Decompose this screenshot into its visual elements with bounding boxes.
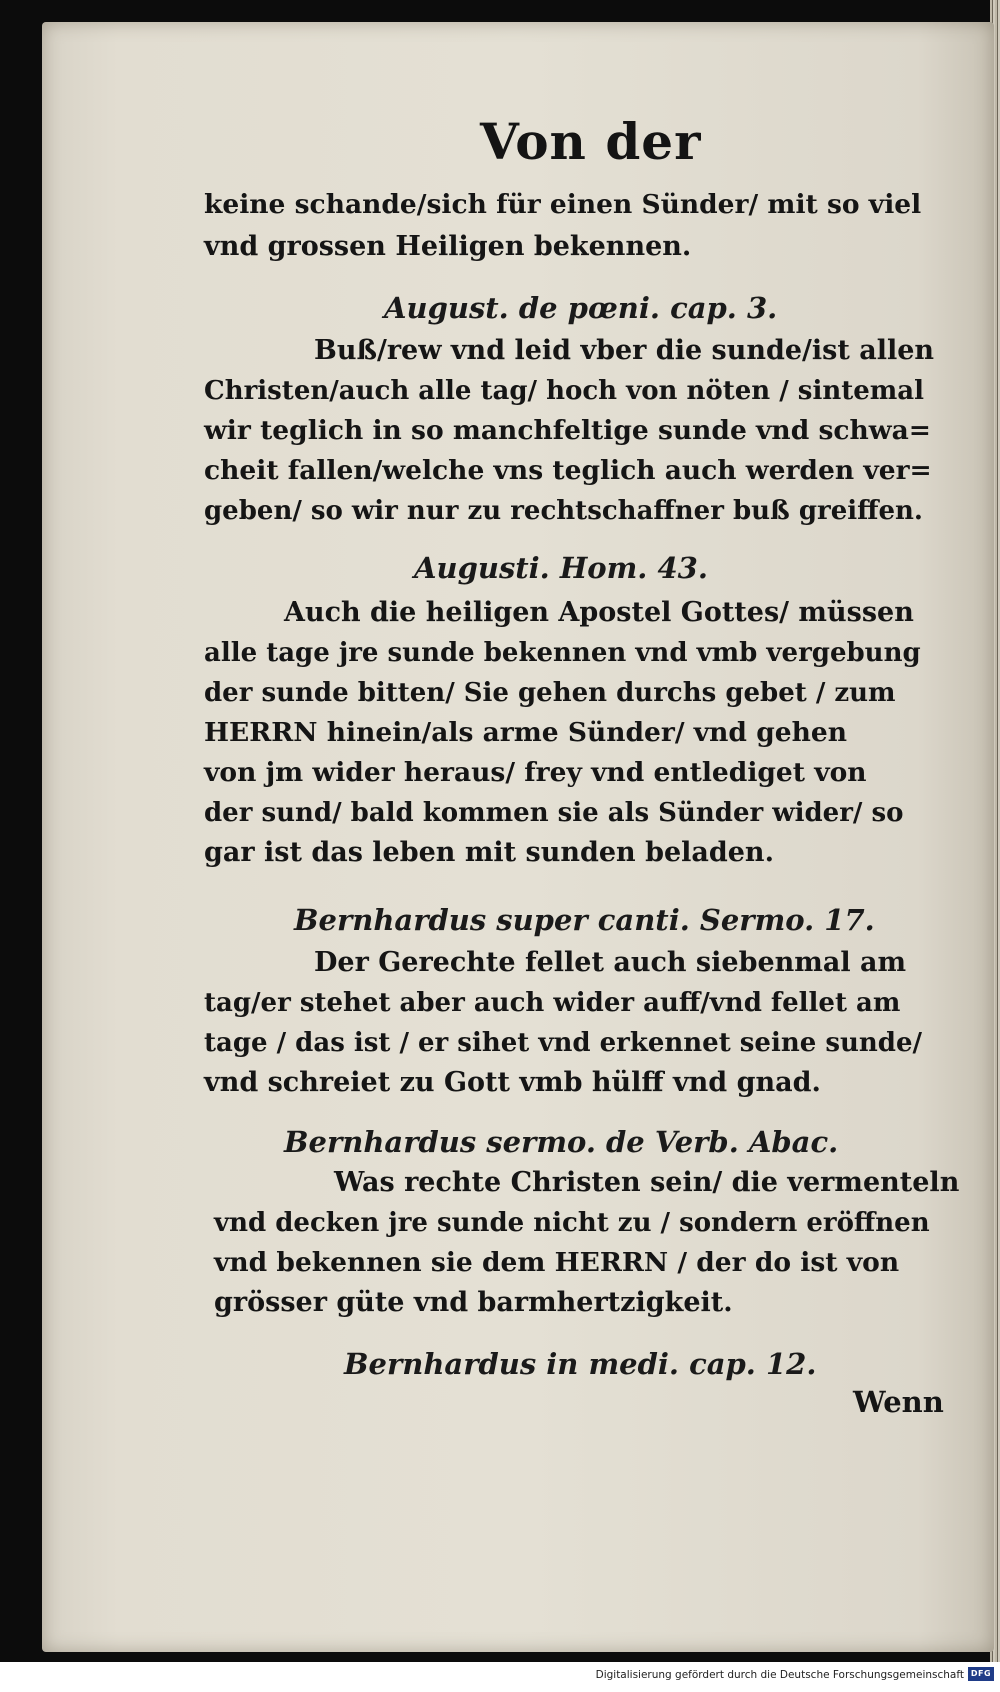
- text-line: der sund/ bald kommen sie als Sünder wider/ so: [204, 798, 904, 828]
- text-line: geben/ so wir nur zu rechtschaffner buß greiffen.: [204, 496, 923, 526]
- text-line: von jm wider heraus/ frey vnd entlediget von: [204, 757, 867, 788]
- citation: Bernhardus sermo. de Verb. Abac.: [284, 1125, 839, 1159]
- funding-notice: Digitalisierung gefördert durch die Deutsche Forschungsgemeinschaft: [595, 1669, 964, 1681]
- text-line: Was rechte Christen sein/ die vermenteln: [334, 1167, 960, 1198]
- text-line: keine schande/sich für einen Sünder/ mit so viel: [204, 189, 922, 220]
- running-head: Von der: [480, 112, 702, 171]
- text-line: cheit fallen/welche vns teglich auch werden ver=: [204, 455, 932, 486]
- text-line: wir teglich in so manchfeltige sunde vnd schwa=: [204, 415, 931, 446]
- text-line: vnd grossen Heiligen bekennen.: [204, 231, 692, 262]
- text-line: vnd schreiet zu Gott vmb hülff vnd gnad.: [204, 1067, 821, 1098]
- citation: Bernhardus super canti. Sermo. 17.: [294, 903, 875, 937]
- text-line: alle tage jre sunde bekennen vnd vmb vergebung: [204, 638, 921, 668]
- text-line: vnd decken jre sunde nicht zu / sondern eröffnen: [214, 1208, 930, 1238]
- catchword: Wenn: [853, 1385, 944, 1419]
- text-line: tag/er stehet aber auch wider auff/vnd fellet am: [204, 988, 901, 1018]
- text-line: grösser güte vnd barmhertzigkeit.: [214, 1287, 733, 1318]
- text-line: Buß/rew vnd leid vber die sunde/ist allen: [314, 335, 935, 366]
- dfg-logo: DFG: [968, 1667, 994, 1681]
- citation: Bernhardus in medi. cap. 12.: [344, 1347, 817, 1381]
- text-line: der sunde bitten/ Sie gehen durchs gebet / zum: [204, 678, 896, 708]
- text-line: Christen/auch alle tag/ hoch von nöten / sintemal: [204, 376, 925, 406]
- text-line: Der Gerechte fellet auch siebenmal am: [314, 947, 907, 978]
- text-line: gar ist das leben mit sunden beladen.: [204, 837, 774, 868]
- citation: August. de pœni. cap. 3.: [384, 291, 778, 325]
- text-line: tage / das ist / er sihet vnd erkennet seine sunde/: [204, 1028, 922, 1058]
- footer: [0, 1662, 1000, 1692]
- text-line: Auch die heiligen Apostel Gottes/ müssen: [284, 597, 914, 628]
- text-line: vnd bekennen sie dem HERRN / der do ist von: [214, 1247, 900, 1278]
- text-line: HERRN hinein/als arme Sünder/ vnd gehen: [204, 717, 847, 748]
- citation: Augusti. Hom. 43.: [414, 551, 708, 585]
